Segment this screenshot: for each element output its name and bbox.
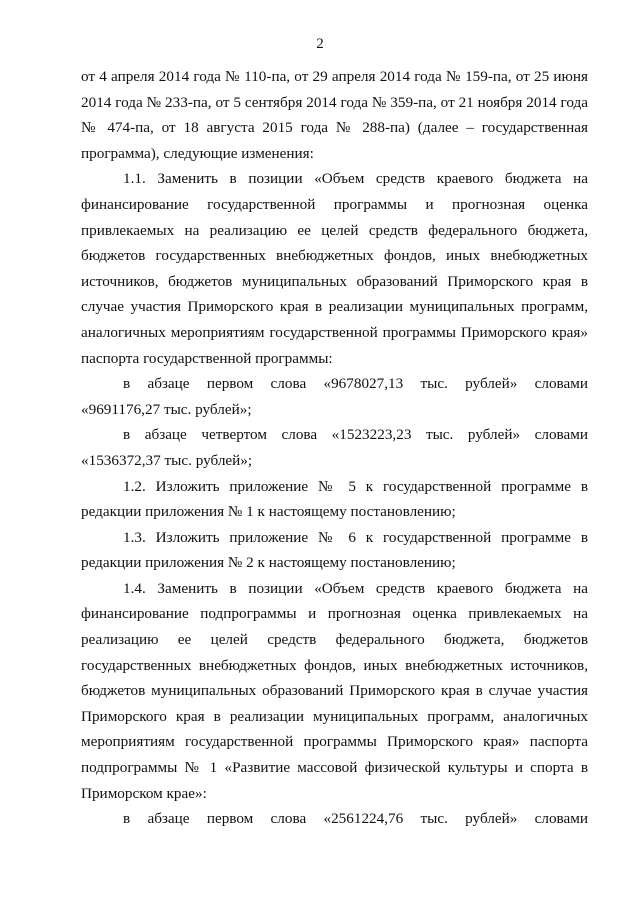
text-line: 1.4. Заменить в позиции «Объем средств краевого бюджета на xyxy=(123,579,588,597)
text-line: «1536372,37 тыс. рублей»; xyxy=(81,451,253,469)
text-line: бюджетов государственных внебюджетных фондов, иных внебюджетных xyxy=(81,247,588,265)
text-line: случае участия Приморского края в реализации муниципальных программ, xyxy=(81,298,588,316)
text-line: аналогичных мероприятиям государственной программы Приморского края» xyxy=(81,323,588,341)
text-line: 2014 года № 233-па, от 5 сентября 2014 года № 359-па, от 21 ноября 2014 года xyxy=(81,93,588,111)
text-line: редакции приложения № 2 к настоящему постановлению; xyxy=(81,554,456,572)
page-number: 2 xyxy=(316,36,324,52)
text-line: реализацию ее целей средств федерального бюджета, бюджетов xyxy=(81,631,588,649)
text-line: «9691176,27 тыс. рублей»; xyxy=(81,400,252,418)
text-line: привлекаемых на реализацию ее целей средств федерального бюджета, xyxy=(81,221,588,239)
text-line: паспорта государственной программы: xyxy=(81,349,333,367)
text-line: мероприятиям государственной программы Приморского края» паспорта xyxy=(81,733,588,751)
text-line: в абзаце первом слова «9678027,13 тыс. рублей» словами xyxy=(123,375,588,393)
text-line: от 4 апреля 2014 года № 110-па, от 29 апреля 2014 года № 159-па, от 25 июня xyxy=(81,68,588,85)
text-line: № 474-па, от 18 августа 2015 года № 288-па) (далее – государственная xyxy=(81,119,588,137)
text-line: Приморском крае»: xyxy=(81,784,207,802)
text-line: Приморского края в реализации муниципальных программ, аналогичных xyxy=(81,707,588,725)
document-body xyxy=(81,64,588,832)
text-line: подпрограммы № 1 «Развитие массовой физической культуры и спорта в xyxy=(81,759,588,777)
text-line: 1.1. Заменить в позиции «Объем средств краевого бюджета на xyxy=(123,170,588,188)
text-line: 1.3. Изложить приложение № 6 к государственной программе в xyxy=(123,528,588,546)
text-line: в абзаце четвертом слова «1523223,23 тыс. рублей» словами xyxy=(123,426,588,444)
text-line: источников, бюджетов муниципальных образований Приморского края в xyxy=(81,272,588,290)
text-line: 1.2. Изложить приложение № 5 к государственной программе в xyxy=(123,477,588,495)
text-line: бюджетов муниципальных образований Приморского края в случае участия xyxy=(81,682,588,700)
text-line: программа), следующие изменения: xyxy=(81,144,314,162)
text-line: финансирование подпрограммы и прогнозная оценка привлекаемых на xyxy=(81,605,588,623)
text-line: финансирование государственной программы и прогнозная оценка xyxy=(81,195,588,213)
text-line: редакции приложения № 1 к настоящему постановлению; xyxy=(81,503,456,521)
text-line: государственных внебюджетных фондов, иных внебюджетных источников, xyxy=(81,656,588,674)
text-line: в абзаце первом слова «2561224,76 тыс. рублей» словами xyxy=(123,810,588,828)
